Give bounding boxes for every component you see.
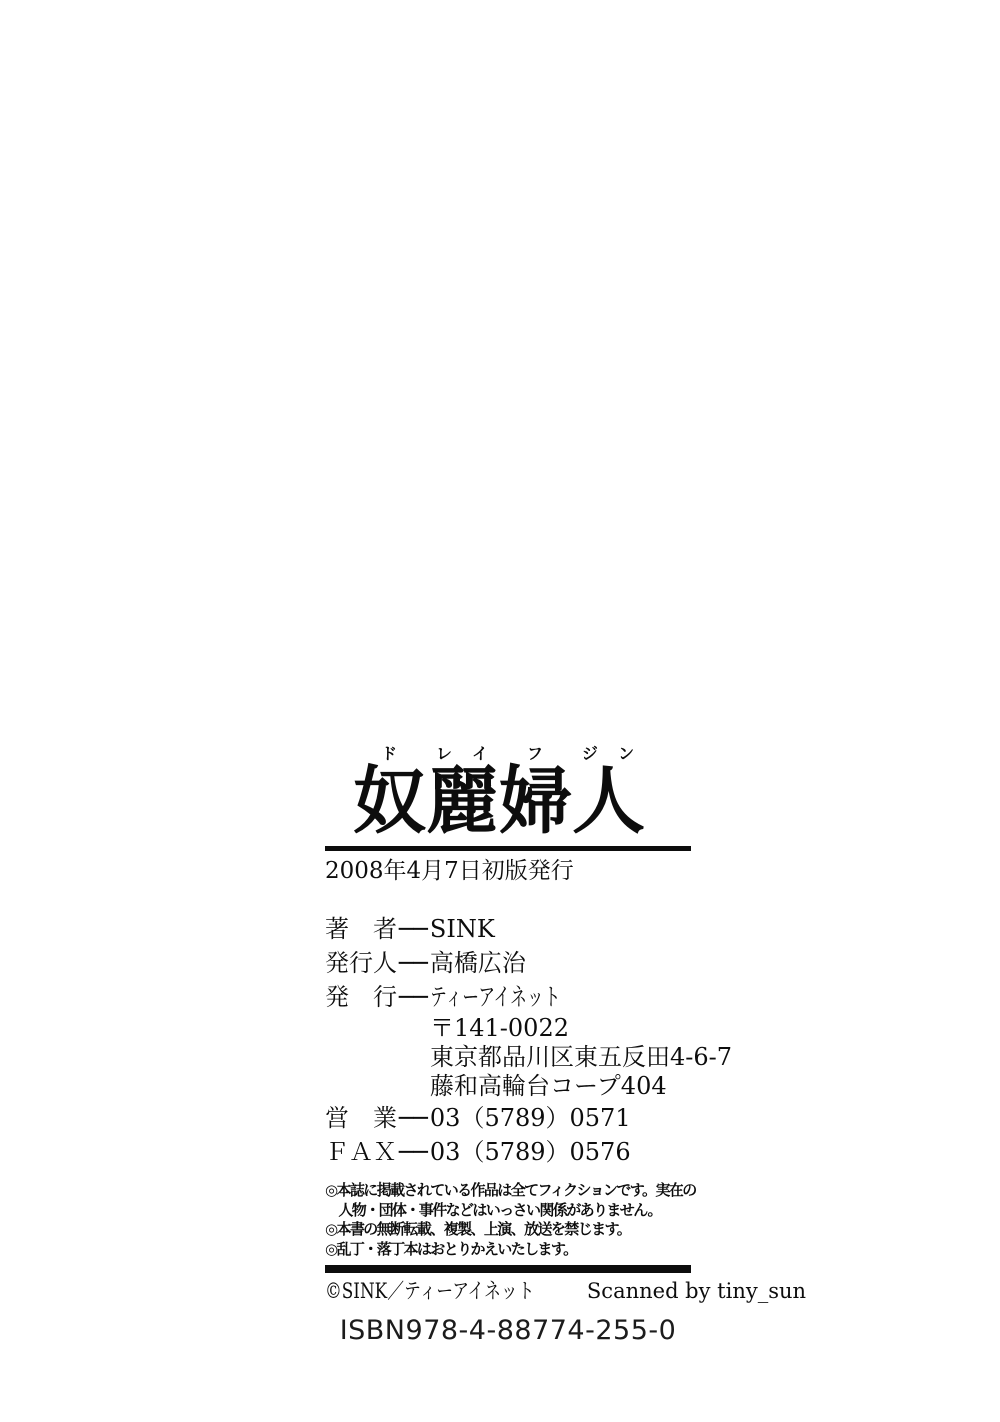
info-label: 発行人 (325, 949, 397, 977)
info-value: 03（5789）0571 (429, 1104, 631, 1132)
publisher-address (430, 1014, 733, 1101)
info-value: 高橋広治 (429, 949, 526, 977)
copyright-line (325, 1278, 807, 1305)
info-label: 著 者 (325, 915, 397, 943)
notice-line: 人物・団体・事件などはいっさい関係がありません。 (325, 1200, 661, 1219)
title-char-ruby: ジン (572, 744, 645, 763)
info-value: SINK (429, 915, 495, 943)
footer-divider-rule (325, 1265, 691, 1273)
title-char-ruby: レイ (426, 744, 499, 763)
colophon-block (325, 736, 807, 1346)
edition-date: 2008年4月7日初版発行 (325, 858, 574, 884)
dash-separator: ── (399, 915, 428, 943)
title-char (499, 744, 572, 844)
info-label: 発 行 (325, 983, 397, 1011)
address-line: 藤和高輪台コープ404 (430, 1072, 667, 1100)
title-char-ruby: フ (499, 744, 572, 763)
scan-credit: Scanned by tiny_sun (586, 1279, 807, 1303)
title-char-ruby: ド (353, 744, 426, 763)
info-label: ＦＡＸ (325, 1138, 397, 1166)
address-line: 東京都品川区東五反田4-6-7 (430, 1043, 733, 1071)
dash-separator: ── (399, 949, 428, 977)
legal-notices (325, 1181, 696, 1259)
title-char-base: 奴 (353, 758, 426, 844)
title-char (426, 744, 499, 844)
title-char (353, 744, 426, 844)
postal-code: 〒141-0022 (430, 1014, 569, 1042)
copyright-text (325, 1278, 587, 1305)
title-char-base: 婦 (499, 758, 572, 844)
notice-line: ◎本誌に掲載されている作品は全てフィクションです。実在の (325, 1181, 696, 1199)
dash-separator: ── (399, 1104, 428, 1132)
title-char (572, 744, 645, 844)
info-value: 03（5789）0576 (429, 1138, 631, 1166)
book-title (325, 736, 691, 844)
info-value: ティーアイネット (429, 983, 561, 1011)
info-row-publisher (325, 980, 691, 1014)
publication-info (325, 912, 733, 1169)
title-char-base: 人 (572, 758, 645, 844)
info-row-sales-phone (325, 1101, 691, 1135)
dash-separator: ── (399, 983, 428, 1011)
title-char-base: 麗 (426, 758, 499, 844)
info-row-issuer (325, 946, 691, 980)
notice-line: ◎乱丁・落丁本はおとりかえいたします。 (325, 1239, 577, 1258)
dash-separator: ── (399, 1138, 428, 1166)
info-row-author (325, 912, 691, 946)
info-label: 営 業 (325, 1104, 397, 1132)
copyright-text-inner: ©SINK／ティーアイネット (325, 1279, 535, 1303)
notice-line: ◎本書の無断転載、複製、上演、放送を禁じます。 (325, 1220, 631, 1238)
title-divider-rule (325, 846, 691, 851)
isbn-number: ISBN978-4-88774-255-0 (339, 1315, 677, 1346)
info-row-fax (325, 1135, 691, 1169)
